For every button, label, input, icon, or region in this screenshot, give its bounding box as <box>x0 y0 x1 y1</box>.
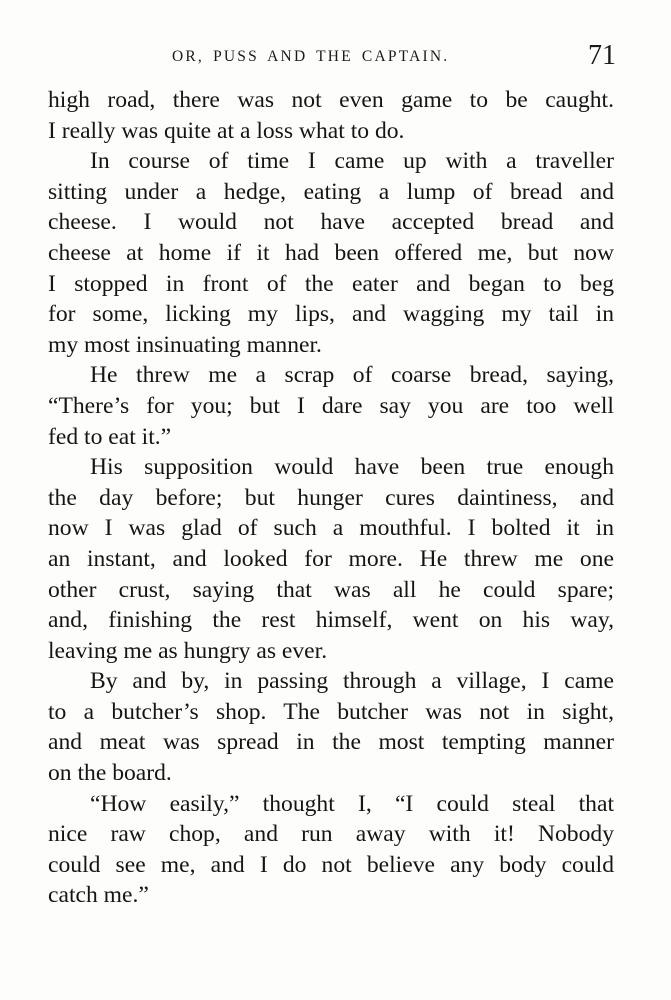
page-number: 71 <box>588 40 616 71</box>
text-line: By and by, in passing through a village, I came <box>90 668 614 695</box>
text-line: “How easily,” thought I, “I could steal that <box>90 790 614 817</box>
text-line: He threw me a scrap of coarse bread, saying, <box>90 362 614 389</box>
text-line: now I was glad of such a mouthful. I bolted it in <box>48 515 614 542</box>
text-line: nice raw chop, and run away with it! Nobody <box>48 821 614 848</box>
text-line: the day before; but hunger cures daintiness, and <box>48 484 614 511</box>
paragraph-2 <box>48 146 614 360</box>
text-line: my most insinuating manner. <box>48 331 322 358</box>
text-line: I really was quite at a loss what to do. <box>48 117 405 144</box>
paragraph-6 <box>48 789 614 911</box>
running-head <box>48 40 616 76</box>
text-line: “There’s for you; but I dare say you are too well <box>48 392 614 419</box>
text-line: catch me.” <box>48 882 149 909</box>
text-line: for some, licking my lips, and wagging my tail in <box>48 301 614 328</box>
text-line: sitting under a hedge, eating a lump of bread and <box>48 178 614 205</box>
paragraph-5 <box>48 666 614 788</box>
text-line: an instant, and looked for more. He threw me one <box>48 545 614 572</box>
text-line: I stopped in front of the eater and began to beg <box>48 270 614 297</box>
text-line: to a butcher’s shop. The butcher was not in sight, <box>48 698 614 725</box>
text-line: leaving me as hungry as ever. <box>48 637 328 664</box>
paragraph-1 <box>48 85 614 146</box>
text-line: cheese. I would not have accepted bread and <box>48 209 614 236</box>
text-line: other crust, saying that was all he could spare; <box>48 576 614 603</box>
text-line: His supposition would have been true enough <box>90 454 614 481</box>
text-line: and meat was spread in the most tempting manner <box>48 729 614 756</box>
text-line: In course of time I came up with a traveller <box>90 148 614 175</box>
text-line: cheese at home if it had been offered me, but now <box>48 239 614 266</box>
text-line: on the board. <box>48 760 172 787</box>
text-line: could see me, and I do not believe any body could <box>48 851 614 878</box>
paragraph-4 <box>48 452 614 666</box>
body-text <box>48 85 614 911</box>
text-line: high road, there was not even game to be caught. <box>48 87 614 113</box>
running-title: OR, PUSS AND THE CAPTAIN. <box>172 48 450 65</box>
paragraph-3 <box>48 360 614 452</box>
text-line: fed to eat it.” <box>48 423 172 450</box>
text-line: and, finishing the rest himself, went on his way, <box>48 607 614 634</box>
